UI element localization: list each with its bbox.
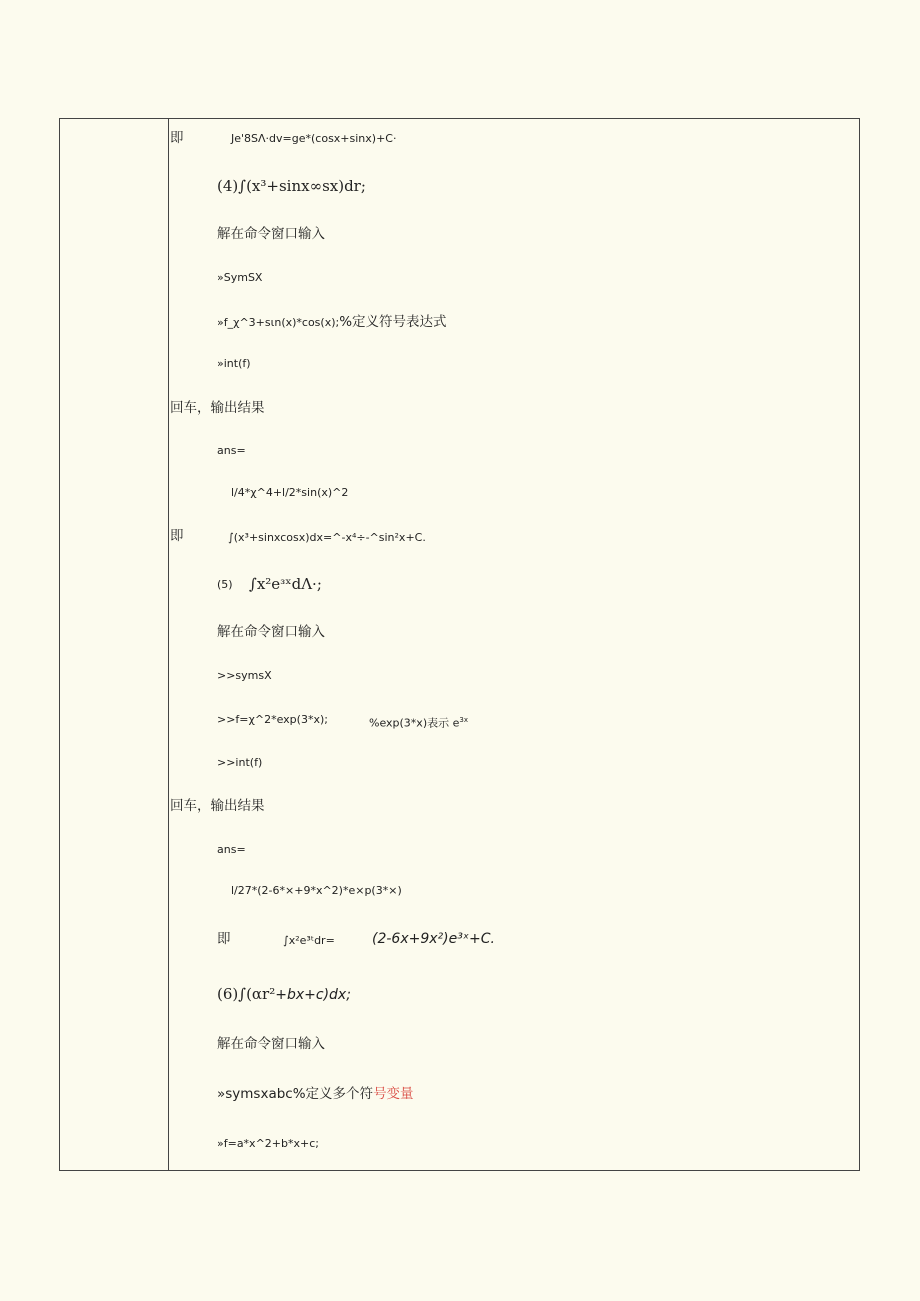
equation-line: Je'8SΛ·dv=ge*(cosx+sinx)+C·	[231, 132, 397, 145]
code-text: »f_χ^3+sιn(x)*cos(x);	[217, 316, 340, 329]
comment-text: %exp(3*x)表示 e	[369, 716, 460, 730]
ans-label: ans=	[217, 444, 246, 457]
problem-5-number: (5)	[217, 578, 233, 591]
code-line	[217, 1087, 414, 1102]
code-line: »f=a*x^2+b*x+c;	[217, 1137, 319, 1150]
line-prefix: 即	[170, 528, 184, 544]
code-line: »int(f)	[217, 357, 251, 370]
ans-label: ans=	[217, 843, 246, 856]
code-highlight: 号变量	[373, 1086, 414, 1102]
code-comment	[369, 713, 468, 731]
line-prefix: 即	[217, 931, 231, 947]
table-frame	[59, 118, 860, 1171]
code-line: >>symsX	[217, 669, 272, 682]
instruction-line: 解在命令窗口输入	[217, 226, 325, 242]
result-heading: 回车，输出结果	[170, 400, 265, 416]
result-heading: 回车，输出结果	[170, 798, 265, 814]
instruction-line: 解在命令窗口输入	[217, 624, 325, 640]
equation-line: ∫(x³+sinxcosx)dx=^-x⁴÷-^sin²x+C.	[228, 531, 426, 544]
code-line: >>f=χ^2*exp(3*x);	[217, 713, 328, 726]
problem-6-italic: +bx+c)dx;	[275, 987, 351, 1003]
code-text: »symsxabc%定义多个符	[217, 1086, 374, 1102]
comment-superscript: 3x	[459, 716, 468, 724]
problem-5-expression: ∫x²eᶟˣdΛ·;	[249, 575, 322, 593]
code-line	[217, 315, 447, 330]
code-comment: %定义符号表达式	[339, 314, 447, 330]
problem-6-heading	[217, 985, 351, 1003]
code-line: »SymSX	[217, 271, 263, 284]
equation-lhs: ∫x²e³ᵗdr=	[283, 934, 335, 947]
column-divider	[168, 118, 169, 1171]
problem-4-heading: (4)∫(x³+sinx∞sx)dr;	[217, 177, 366, 195]
ans-value: l/27*(2-6*×+9*x^2)*e×p(3*×)	[231, 884, 402, 897]
equation-rhs: (2-6x+9x²)e³ˣ+C.	[372, 931, 496, 947]
code-line: >>int(f)	[217, 756, 263, 769]
instruction-line: 解在命令窗口输入	[217, 1036, 325, 1052]
ans-value: l/4*χ^4+l/2*sin(x)^2	[231, 486, 349, 499]
line-prefix: 即	[170, 130, 184, 146]
problem-6-serif: (6)∫(αr²	[217, 985, 276, 1003]
